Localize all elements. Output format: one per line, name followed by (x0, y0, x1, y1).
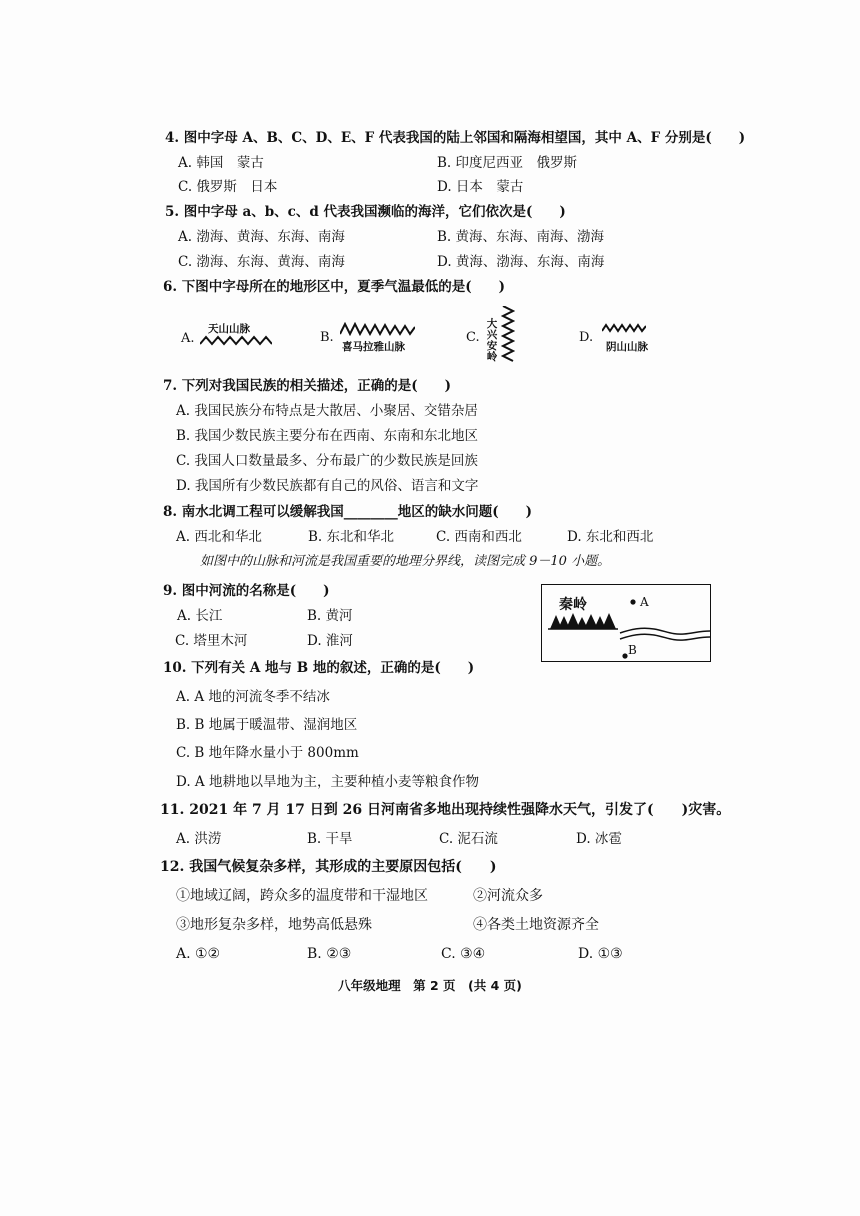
river-line (620, 634, 710, 640)
q12-option-a: A. ①② (176, 946, 221, 962)
q12-option-c: C. ③④ (441, 946, 486, 962)
q6-option-d-letter: D. (579, 330, 594, 345)
q7-option-b: B. 我国少数民族主要分布在西南、东南和东北地区 (176, 428, 479, 444)
q4-option-d: D. 日本 蒙古 (437, 179, 524, 195)
q6-option-a-label: 天山山脉 (208, 323, 250, 335)
q4-option-c: C. 俄罗斯 日本 (178, 179, 278, 195)
q7-stem: 7. 下列对我国民族的相关描述，正确的是( ) (163, 378, 452, 394)
q5-option-c: C. 渤海、东海、黄海、南海 (178, 254, 345, 270)
q12-item-4: ④各类土地资源齐全 (473, 917, 599, 933)
mountain-range-icon (200, 334, 272, 346)
map-point-a-label: A (640, 595, 649, 609)
q8-option-a: A. 西北和华北 (176, 529, 262, 545)
q8-option-b: B. 东北和华北 (308, 529, 395, 545)
mountain-range-icon (602, 323, 646, 333)
map-drawing (542, 585, 710, 661)
q4-option-a: A. 韩国 蒙古 (178, 155, 264, 171)
mountain-range-icon (340, 322, 415, 336)
q11-option-d: D. 冰雹 (576, 831, 622, 847)
map-mountain-label: 秦岭 (559, 597, 587, 613)
q12-option-b: B. ②③ (307, 946, 352, 962)
q12-item-1: ①地域辽阔，跨众多的温度带和干湿地区 (176, 888, 428, 904)
q8-stem: 8. 南水北调工程可以缓解我国________地区的缺水问题( ) (163, 504, 533, 520)
q11-option-c: C. 泥石流 (439, 831, 498, 847)
q11-option-b: B. 干旱 (307, 831, 353, 847)
q6-option-b-letter: B. (320, 330, 334, 345)
q12-item-3: ③地形复杂多样，地势高低悬殊 (176, 917, 372, 933)
q9-stem: 9. 图中河流的名称是( ) (163, 583, 330, 599)
mountain-range-icon (501, 306, 515, 364)
map-point-b-label: B (628, 643, 637, 657)
q4-option-b: B. 印度尼西亚 俄罗斯 (437, 155, 578, 171)
q5-option-b: B. 黄海、东海、南海、渤海 (437, 229, 605, 245)
q5-stem: 5. 图中字母 a、b、c、d 代表我国濒临的海洋，它们依次是( ) (165, 204, 566, 220)
q8-option-d: D. 东北和西北 (567, 529, 654, 545)
q8-option-c: C. 西南和西北 (436, 529, 522, 545)
q9-option-b: B. 黄河 (307, 608, 353, 624)
point-a-dot (630, 599, 635, 604)
q10-option-a: A. A 地的河流冬季不结冰 (176, 689, 330, 705)
q9-option-c: C. 塔里木河 (175, 633, 248, 649)
q6-option-c-letter: C. (466, 330, 480, 345)
q6-option-b-label: 喜马拉雅山脉 (342, 341, 405, 353)
q11-stem: 11. 2021 年 7 月 17 日到 26 日河南省多地出现持续性强降水天气，引发了( )灾害。 (160, 802, 731, 818)
mountain-icon (602, 613, 616, 629)
q5-option-d: D. 黄海、渤海、东海、南海 (437, 254, 605, 270)
q6-option-a-letter: A. (181, 331, 195, 346)
q9-10-intro: 如图中的山脉和河流是我国重要的地理分界线，读图完成 9－10 小题。 (200, 554, 611, 569)
q11-option-a: A. 洪涝 (176, 831, 222, 847)
q10-stem: 10. 下列有关 A 地与 B 地的叙述，正确的是( ) (163, 660, 475, 676)
q7-option-d: D. 我国所有少数民族都有自己的风俗、语言和文字 (176, 478, 479, 494)
q9-option-a: A. 长江 (177, 608, 223, 624)
q12-stem: 12. 我国气候复杂多样，其形成的主要原因包括( ) (160, 859, 497, 875)
q7-option-a: A. 我国民族分布特点是大散居、小聚居、交错杂居 (176, 403, 478, 419)
qinling-map (541, 584, 711, 662)
q6-stem: 6. 下图中字母所在的地形区中，夏季气温最低的是( ) (163, 279, 506, 295)
point-b-dot (622, 653, 627, 658)
q10-option-d: D. A 地耕地以旱地为主，主要种植小麦等粮食作物 (176, 774, 479, 790)
river-line (620, 628, 710, 634)
q5-option-a: A. 渤海、黄海、东海、南海 (178, 229, 345, 245)
q6-option-c-label: 大兴安岭 (486, 318, 498, 363)
q4-stem: 4. 图中字母 A、B、C、D、E、F 代表我国的陆上邻国和隔海相望国，其中 A、F 分别是( ) (165, 130, 746, 146)
q10-option-c: C. B 地年降水量小于 800mm (176, 745, 359, 761)
q7-option-c: C. 我国人口数量最多、分布最广的少数民族是回族 (176, 453, 478, 469)
page-footer: 八年级地理 第 2 页 (共 4 页) (338, 978, 522, 993)
q6-option-d-label: 阴山山脉 (606, 341, 648, 353)
q10-option-b: B. B 地属于暖温带、湿润地区 (176, 717, 358, 733)
q12-option-d: D. ①③ (578, 946, 623, 962)
q9-option-d: D. 淮河 (307, 633, 353, 649)
q12-item-2: ②河流众多 (473, 888, 543, 904)
